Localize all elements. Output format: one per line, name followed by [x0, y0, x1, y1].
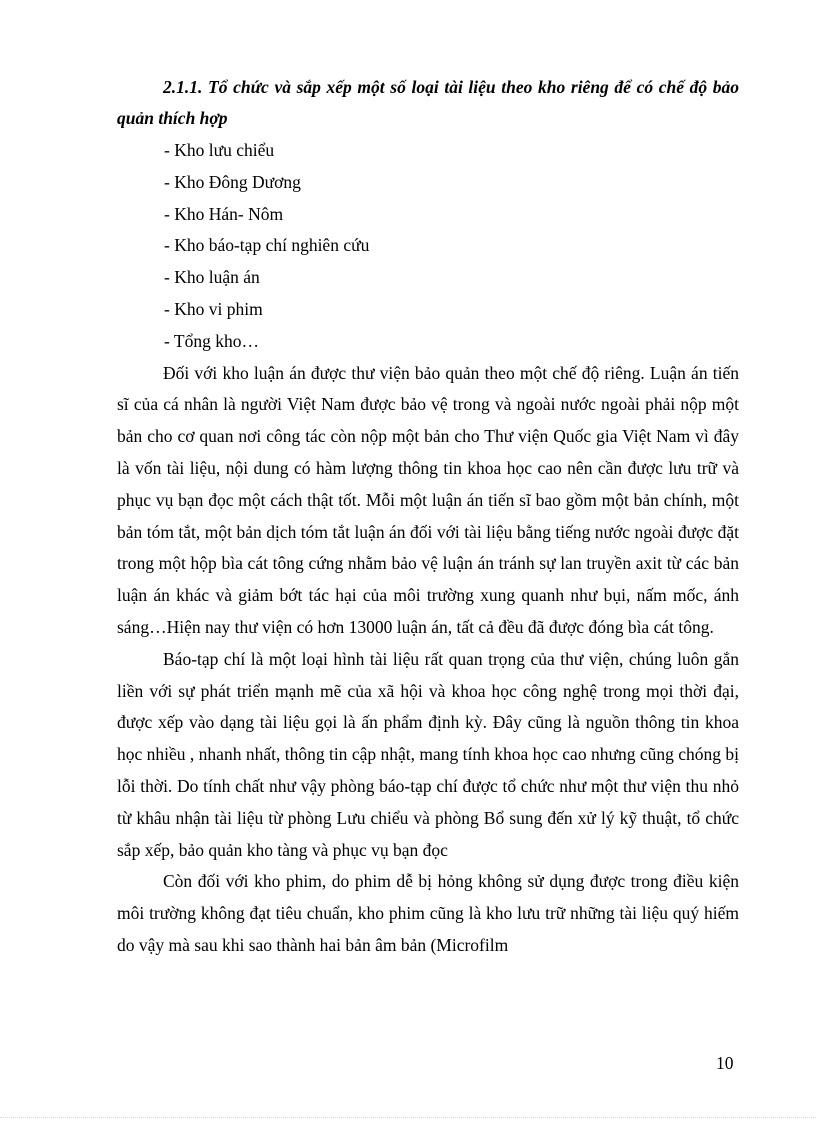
storage-list: [117, 135, 739, 358]
list-item: - Kho Hán- Nôm: [164, 203, 284, 224]
paragraph-periodicals: Báo-tạp chí là một loại hình tài liệu rất quan trọng của thư viện, chúng luôn gắn liền với sự phát triển mạnh mẽ của xã hội và khoa học công nghệ trong mọi thời đại, được xếp vào dạng tài liệu gọi là ấn phẩm định kỳ. Đây cũng là nguồn thông tin khoa học nhiều , nhanh nhất, thông tin cập nhật, mang tính khoa học cao nhưng cũng chóng bị lỗi thời. Do tính chất như vậy phòng báo-tạp chí được tổ chức như một thư viện thu nhỏ từ khâu nhận tài liệu từ phòng Lưu chiểu và phòng Bổ sung đến xử lý kỹ thuật, tổ chức sắp xếp, bảo quản kho tàng và phục vụ bạn đọc: [117, 648, 739, 860]
list-item: - Kho Đông Dương: [164, 171, 301, 192]
list-item: - Kho báo-tạp chí nghiên cứu: [164, 235, 370, 256]
page-content: [117, 72, 739, 962]
list-item: - Tổng kho…: [164, 330, 259, 351]
footer-divider: [0, 1117, 816, 1118]
list-item: - Kho lưu chiểu: [164, 140, 275, 160]
paragraph-film-storage: Còn đối với kho phim, do phim dễ bị hỏng không sử dụng được trong điều kiện môi trường không đạt tiêu chuẩn, kho phim cũng là kho lưu trữ những tài liệu quý hiếm do vậy mà sau khi sao thành hai bản âm bản (Microfilm: [117, 871, 739, 955]
page-number: 10: [716, 1053, 734, 1073]
section-heading: 2.1.1. Tổ chức và sắp xếp một số loại tài liệu theo kho riêng để có chế độ bảo quản thích hợp: [117, 77, 739, 128]
paragraph-thesis-storage: Đối với kho luận án được thư viện bảo quản theo một chế độ riêng. Luận án tiến sĩ của cá nhân là người Việt Nam được bảo vệ trong và ngoài nước ngoài phải nộp một bản cho cơ quan nơi công tác còn nộp một bản cho Thư viện Quốc gia Việt Nam vì đây là vốn tài liệu, nội dung có hàm lượng thông tin khoa học cao nên cần được lưu trữ và phục vụ bạn đọc một cách thật tốt. Mỗi một luận án tiến sĩ bao gồm một bản chính, một bản tóm tắt, một bản dịch tóm tắt luận án đối với tài liệu bằng tiếng nước ngoài được đặt trong một hộp bìa cát tông cứng nhằm bảo vệ luận án tránh sự lan truyền axit từ các bản luận án khác và giảm bớt tác hại của môi trường xung quanh như bụi, nấm mốc, ánh sáng…Hiện nay thư viện có hơn 13000 luận án, tất cả đều đã được đóng bìa cát tông.: [117, 362, 739, 637]
list-item: - Kho vi phim: [164, 298, 263, 319]
list-item: - Kho luận án: [164, 267, 260, 288]
